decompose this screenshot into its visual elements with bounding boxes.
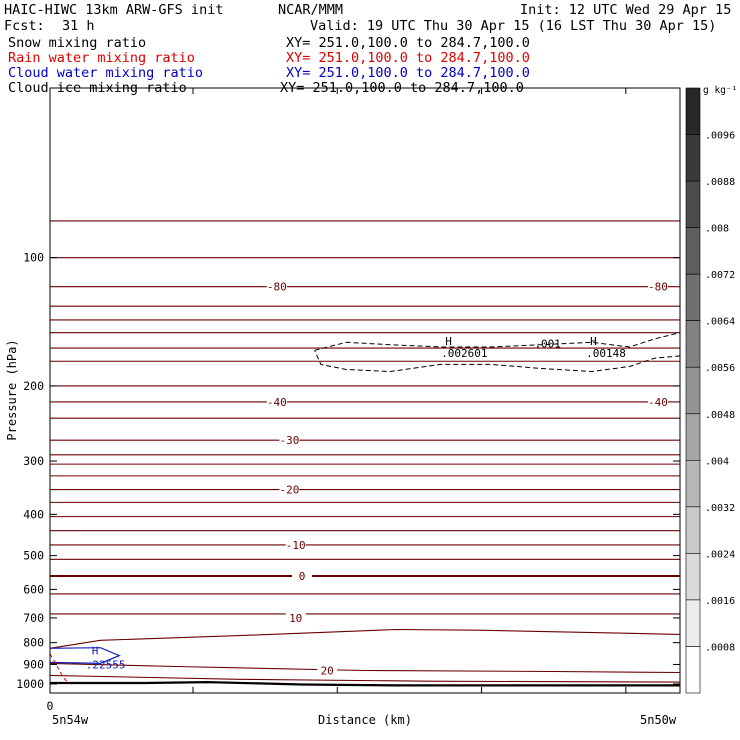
colorbar-label: .0048: [705, 409, 736, 421]
field-snow-xy: XY= 251.0,100.0 to 284.7,100.0: [286, 35, 530, 51]
y-tick-label: 600: [23, 582, 44, 597]
ice-maximum-value: .00148: [586, 346, 626, 360]
colorbar-label: .0072: [705, 270, 736, 282]
y-tick-label: 900: [23, 657, 44, 672]
temperature-label: 10: [289, 611, 303, 625]
y-tick-label: 200: [23, 378, 44, 393]
field-rain: Rain water mixing ratio: [8, 50, 195, 66]
temperature-label: -40: [266, 395, 287, 409]
temperature-label: -10: [285, 538, 306, 552]
y-tick-label: 300: [23, 454, 44, 469]
colorbar-segment: [686, 274, 700, 321]
colorbar-segment: [686, 553, 700, 600]
x-left-location: 5n54w: [52, 713, 89, 727]
colorbar-segment: [686, 135, 700, 182]
y-axis-title: Pressure (hPa): [5, 339, 19, 441]
colorbar-segment: [686, 414, 700, 461]
rain-contour: [50, 654, 69, 684]
colorbar-label: .004: [705, 456, 730, 468]
colorbar-unit: g kg⁻¹: [703, 85, 738, 96]
colorbar-label: .0088: [705, 177, 736, 189]
colorbar-segment: [686, 321, 700, 368]
colorbar-label: .0056: [705, 363, 736, 375]
y-tick-label: 800: [23, 635, 44, 650]
field-cloud-water: Cloud water mixing ratio: [8, 65, 204, 81]
forecast-hour: 31 h: [62, 18, 95, 34]
temperature-label: -20: [279, 483, 300, 497]
colorbar-label: .0008: [705, 642, 736, 654]
ice-maximum-marker: H: [445, 334, 452, 348]
plot-frame: [50, 88, 680, 693]
chart-labels: [86, 281, 668, 678]
model-title: HAIC-HIWC 13km ARW-GFS init: [4, 2, 224, 18]
field-cloud-ice: Cloud ice mixing ratio: [8, 80, 187, 96]
colorbar-label: .0096: [705, 130, 736, 142]
temperature-label: 20: [320, 664, 334, 678]
organization: NCAR/MMM: [278, 2, 344, 18]
colorbar-segment: [686, 367, 700, 414]
colorbar-label: .008: [705, 223, 730, 235]
x-tick-label: 0: [46, 699, 54, 713]
colorbar-segment: [686, 88, 700, 135]
ice-maximum-value: .002601: [441, 346, 488, 360]
colorbar-segment: [686, 507, 700, 554]
colorbar-segment: [686, 600, 700, 647]
isotherm-line: [50, 675, 680, 682]
cloud-water-maximum-marker: H: [91, 644, 99, 658]
colorbar-label: .0016: [705, 595, 736, 607]
isotherm-line: [50, 663, 680, 672]
temperature-label: -40: [648, 395, 668, 409]
colorbar-segment: [686, 228, 700, 275]
forecast-label: Fcst:: [4, 18, 45, 34]
surface-line: [50, 682, 680, 685]
y-tick-label: 100: [23, 250, 44, 265]
field-cloud-ice-xy: XY= 251.0,100.0 to 284.7,100.0: [280, 80, 524, 96]
colorbar-label: .0024: [705, 549, 736, 561]
field-cloud-water-xy: XY= 251.0,100.0 to 284.7,100.0: [286, 65, 530, 81]
y-tick-label: 400: [23, 507, 44, 522]
x-axis-title: Distance (km): [318, 713, 412, 727]
cloud-water-maximum-value: .22555: [85, 658, 126, 672]
temperature-label: -80: [266, 280, 287, 294]
mixing-ratio-contours: [50, 333, 680, 684]
colorbar-segment: [686, 181, 700, 228]
colorbar-label: .0032: [705, 502, 736, 514]
temperature-label: 0: [298, 569, 306, 583]
valid-time: Valid: 19 UTC Thu 30 Apr 15 (16 LST Thu 30 Apr 15): [310, 18, 717, 34]
isotherm-line: [50, 630, 680, 649]
field-snow: Snow mixing ratio: [8, 35, 147, 51]
y-tick-label: 500: [23, 548, 44, 563]
init-time: Init: 12 UTC Wed 29 Apr 15: [520, 2, 732, 18]
ice-maximum-marker: H: [590, 334, 597, 348]
colorbar-segment: [686, 460, 700, 507]
y-tick-label: 1000: [16, 676, 44, 691]
field-rain-xy: XY= 251.0,100.0 to 284.7,100.0: [286, 50, 530, 66]
isotherm-lines: [50, 221, 680, 685]
temperature-label: -80: [648, 280, 668, 294]
x-right-location: 5n50w: [640, 713, 677, 727]
colorbar-segment: [686, 646, 700, 693]
cloud-ice-contour-label: .001: [534, 337, 561, 351]
y-tick-label: 700: [23, 610, 44, 625]
colorbar: [686, 85, 737, 693]
temperature-label: -30: [279, 434, 300, 448]
colorbar-label: .0064: [705, 316, 736, 328]
